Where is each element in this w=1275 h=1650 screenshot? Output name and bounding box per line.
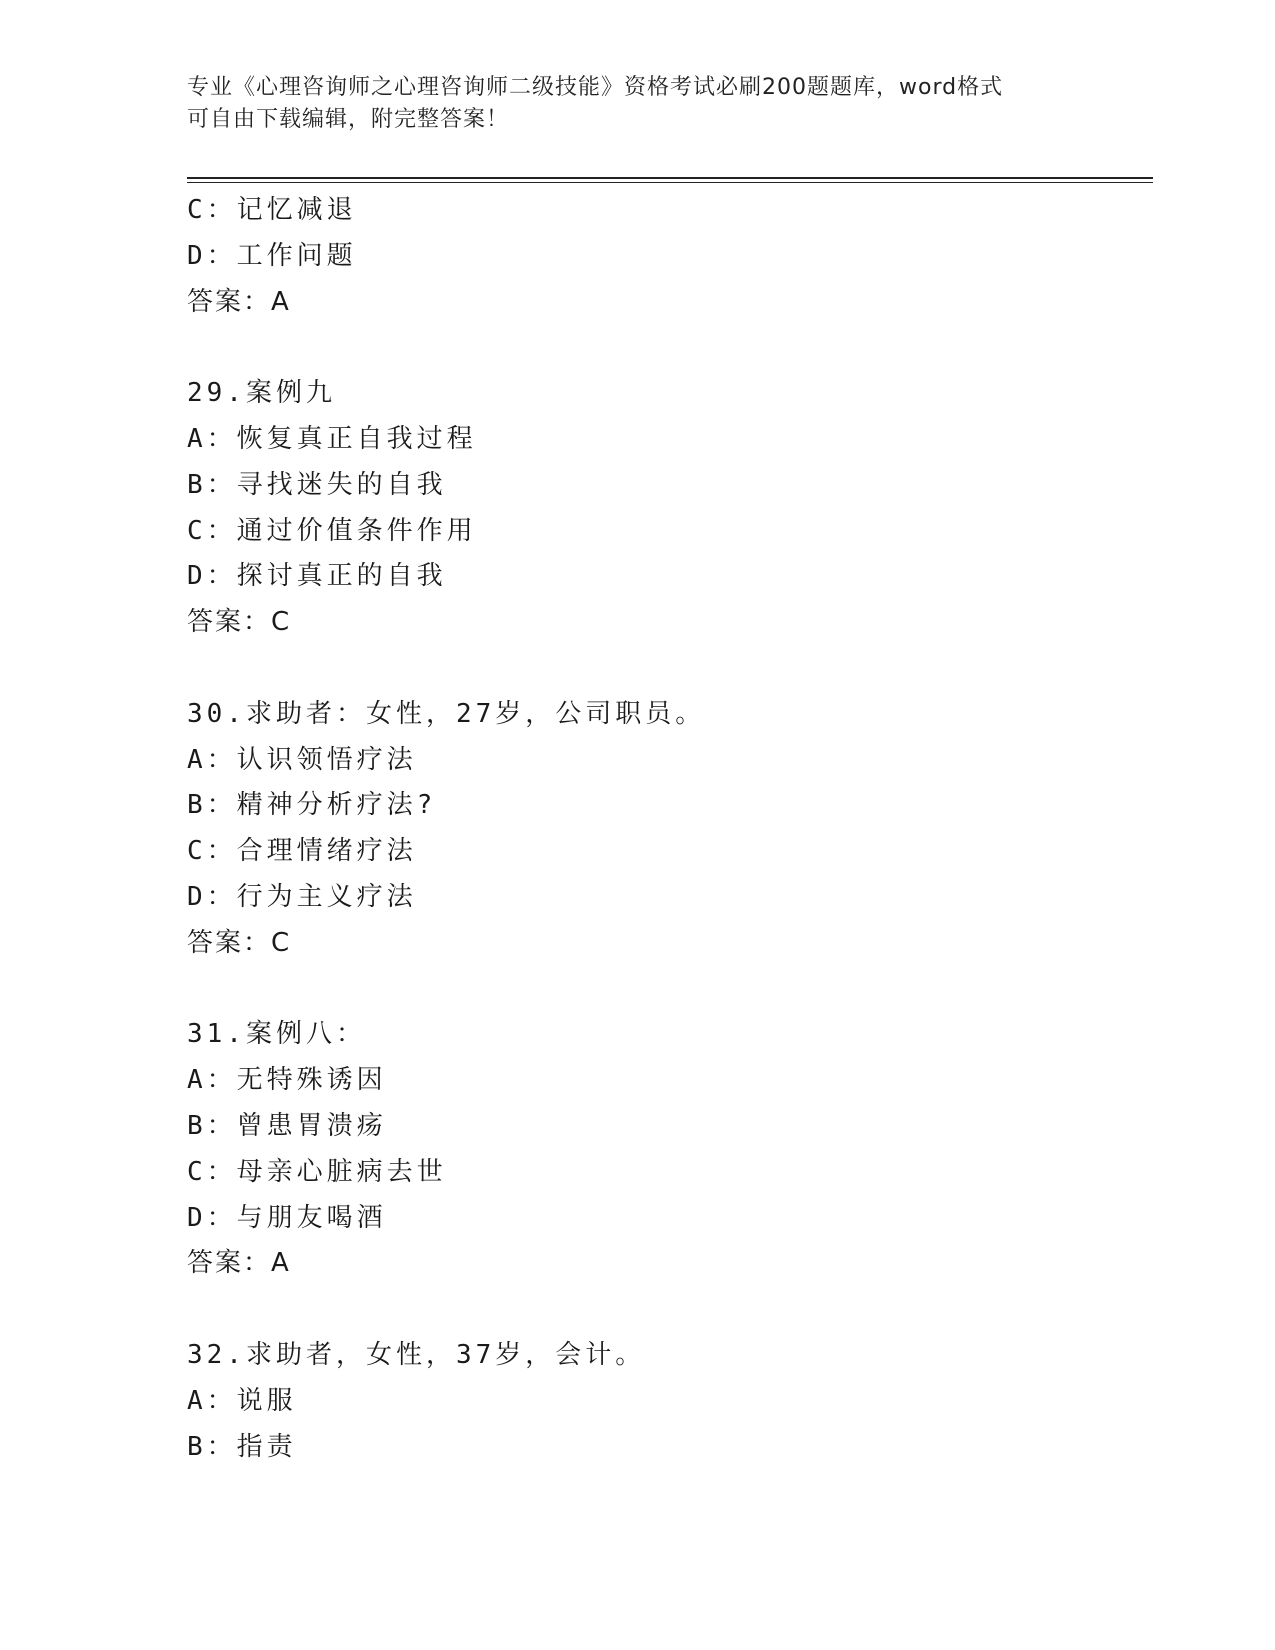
document-header (187, 72, 1087, 136)
answer-line: 答案：C (187, 607, 292, 638)
question-line: C：通过价值条件作用 (187, 515, 477, 546)
question-line: B：精神分析疗法? (187, 790, 437, 821)
question-line: A：无特殊诱因 (187, 1065, 387, 1096)
question-line: A：说服 (187, 1385, 297, 1416)
question-line: D：探讨真正的自我 (187, 561, 447, 592)
header-line-1: 专业《心理咨询师之心理咨询师二级技能》资格考试必刷200题题库，word格式 (187, 75, 1004, 100)
question-line: C：记忆减退 (187, 195, 357, 225)
answer-line: 答案：C (187, 927, 292, 958)
question-line: 32.求助者，女性，37岁，会计。 (187, 1339, 646, 1370)
answer-line: 答案：A (187, 1248, 291, 1279)
question-line: B：寻找迷失的自我 (187, 469, 447, 500)
question-line: 30.求助者：女性，27岁，公司职员。 (187, 698, 706, 729)
question-line: 29.案例九 (187, 378, 336, 409)
header-line-2: 可自由下载编辑，附完整答案！ (187, 107, 510, 132)
question-line: D：行为主义疗法 (187, 881, 417, 912)
blank-line (187, 646, 1147, 692)
question-line: C：母亲心脏病去世 (187, 1156, 447, 1187)
question-line: D：与朋友喝酒 (187, 1202, 387, 1233)
answer-line: 答案：A (187, 286, 291, 317)
blank-line (187, 325, 1147, 371)
question-line: B：指责 (187, 1431, 297, 1462)
question-line: A：恢复真正自我过程 (187, 423, 477, 454)
blank-line (187, 967, 1147, 1013)
question-line: B：曾患胃溃疡 (187, 1110, 387, 1141)
question-content (187, 188, 1147, 1470)
question-line: C：合理情绪疗法 (187, 836, 417, 867)
question-line: D：工作问题 (187, 240, 357, 271)
question-line: A：认识领悟疗法 (187, 744, 417, 775)
header-rule-thin (187, 182, 1153, 183)
question-line: 31.案例八： (187, 1019, 366, 1050)
blank-line (187, 1287, 1147, 1333)
header-rule-thick (187, 177, 1153, 179)
